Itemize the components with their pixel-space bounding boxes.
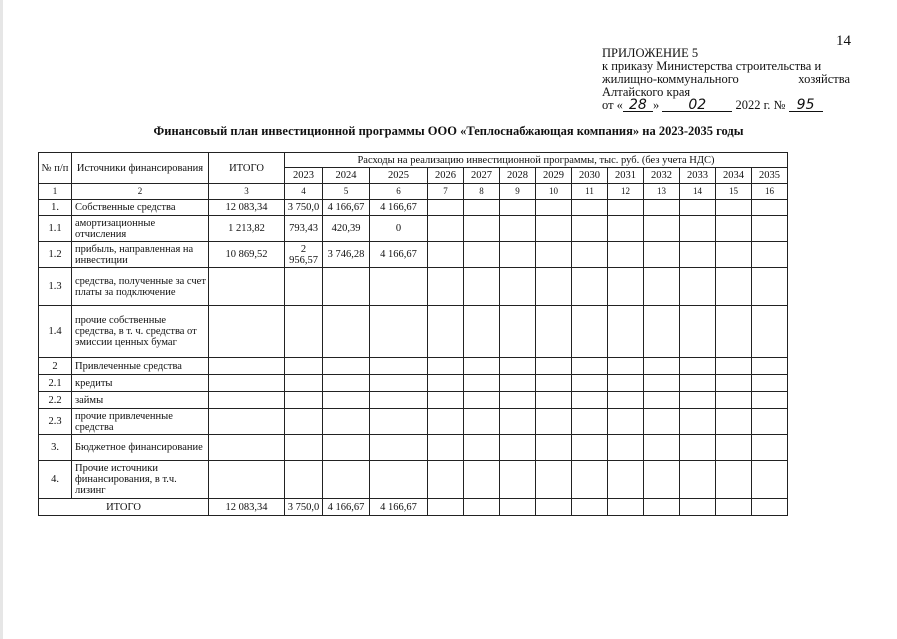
row-year-value-empty [536,242,572,268]
row-year-value-empty [572,375,608,392]
row-year-value-empty [680,216,716,242]
row-year-value-empty [572,409,608,435]
row-year-value [323,268,370,306]
total-row-year-value-empty [716,499,752,516]
row-year-value-empty [500,409,536,435]
row-year-value-empty [680,461,716,499]
row-year-value-empty [680,409,716,435]
row-year-value-empty [428,392,464,409]
row-year-value-empty [428,461,464,499]
total-row-year-value: 4 166,67 [323,499,370,516]
col-number: 12 [608,184,644,200]
year-header: 2028 [500,168,536,184]
row-year-value-empty [572,216,608,242]
row-year-value [285,268,323,306]
row-year-value-empty [716,200,752,216]
row-year-value-empty [536,435,572,461]
row-year-value-empty [500,392,536,409]
table-row [39,200,788,216]
row-total: 10 869,52 [209,242,285,268]
row-year-value [285,461,323,499]
table-row [39,268,788,306]
row-year-value-empty [644,409,680,435]
col-number: 3 [209,184,285,200]
row-year-value-empty [500,268,536,306]
year-header: 2032 [644,168,680,184]
row-year-value-empty [752,392,788,409]
row-year-value-empty [536,461,572,499]
total-row-year-value-empty [464,499,500,516]
row-number: 3. [39,435,72,461]
row-year-value: 420,39 [323,216,370,242]
total-row-year-value-empty [680,499,716,516]
table-row [39,216,788,242]
row-year-value-empty [716,461,752,499]
row-year-value-empty [500,216,536,242]
row-source-name: средства, полученные за счет платы за подключение [72,268,209,306]
row-year-value-empty [536,216,572,242]
row-year-value-empty [428,435,464,461]
row-source-name: прочие привлеченные средства [72,409,209,435]
row-year-value-empty [536,200,572,216]
row-year-value-empty [716,306,752,358]
row-year-value-empty [608,306,644,358]
row-year-value-empty [644,242,680,268]
col-number: 15 [716,184,752,200]
year-header: 2034 [716,168,752,184]
table-row [39,435,788,461]
row-year-value-empty [536,306,572,358]
row-year-value-empty [572,268,608,306]
row-year-value [323,392,370,409]
row-source-name: займы [72,392,209,409]
row-year-value [285,409,323,435]
row-year-value-empty [464,216,500,242]
date-quote-close: » [652,98,660,112]
document-title: Финансовый план инвестиционной программы ООО «Теплоснабжающая компания» на 2023-2035 годы [153,124,744,138]
row-year-value: 793,43 [285,216,323,242]
row-number: 1.4 [39,306,72,358]
row-year-value-empty [752,409,788,435]
row-year-value-empty [644,392,680,409]
row-source-name: Прочие источники финансирования, в т.ч. лизинг [72,461,209,499]
row-number: 1.2 [39,242,72,268]
row-year-value-empty [572,392,608,409]
row-year-value-empty [572,306,608,358]
row-total [209,306,285,358]
row-number: 4. [39,461,72,499]
row-year-value [370,392,428,409]
row-year-value-empty [680,200,716,216]
row-year-value-empty [428,409,464,435]
col-number: 13 [644,184,680,200]
row-year-value-empty [428,375,464,392]
col-number: 4 [285,184,323,200]
total-row [39,499,788,516]
row-year-value-empty [464,435,500,461]
row-year-value-empty [752,435,788,461]
row-year-value [285,392,323,409]
row-year-value: 4 166,67 [370,200,428,216]
row-year-value-empty [716,375,752,392]
row-year-value-empty [572,358,608,375]
row-year-value-empty [536,268,572,306]
col-number: 7 [428,184,464,200]
table-row [39,242,788,268]
row-number: 1. [39,200,72,216]
row-year-value-empty [680,435,716,461]
row-year-value-empty [536,409,572,435]
row-year-value-empty [680,358,716,375]
row-source-name: кредиты [72,375,209,392]
year-header: 2025 [370,168,428,184]
appendix-date-line [602,99,850,112]
row-year-value [323,461,370,499]
row-source-name: Привлеченные средства [72,358,209,375]
appendix-line-ministry-left: жилищно-коммунального [602,72,739,86]
row-year-value-empty [752,306,788,358]
row-year-value: 3 750,0 [285,200,323,216]
year-header: 2029 [536,168,572,184]
row-year-value-empty [644,461,680,499]
year-header: 2026 [428,168,464,184]
appendix-line-region: Алтайского края [602,85,691,99]
row-year-value [285,375,323,392]
row-year-value-empty [644,306,680,358]
financial-plan-table [38,152,788,516]
row-year-value-empty [752,268,788,306]
row-year-value-empty [572,461,608,499]
col-number: 11 [572,184,608,200]
total-row-label: ИТОГО [39,499,209,516]
col-number: 6 [370,184,428,200]
row-year-value-empty [464,461,500,499]
row-source-name: Собственные средства [72,200,209,216]
col-number: 5 [323,184,370,200]
row-year-value [323,306,370,358]
row-source-name: Бюджетное финансирование [72,435,209,461]
row-year-value-empty [464,392,500,409]
row-year-value [323,358,370,375]
row-year-value [370,461,428,499]
appendix-title: ПРИЛОЖЕНИЕ 5 [602,46,699,60]
row-year-value-empty [716,268,752,306]
row-number: 1.3 [39,268,72,306]
total-row-year-value-empty [428,499,464,516]
row-source-name: прибыль, направленная на инвестиции [72,242,209,268]
row-year-value [285,306,323,358]
row-year-value-empty [428,216,464,242]
table-row [39,409,788,435]
row-year-value-empty [716,242,752,268]
row-year-value-empty [608,435,644,461]
col-number: 1 [39,184,72,200]
row-year-value-empty [680,392,716,409]
appendix-line-ministry-right: хозяйства [798,72,850,86]
year-header: 2030 [572,168,608,184]
row-year-value-empty [572,242,608,268]
total-row-year-value-empty [752,499,788,516]
row-total [209,358,285,375]
row-year-value-empty [752,375,788,392]
total-row-year-value-empty [536,499,572,516]
row-total [209,435,285,461]
row-year-value-empty [608,268,644,306]
row-year-value-empty [464,242,500,268]
handwritten-day: 28 [623,99,653,112]
row-year-value-empty [680,268,716,306]
table-row [39,375,788,392]
table-row [39,358,788,375]
table-row [39,306,788,358]
date-year-text: 2022 г. № [735,98,786,112]
row-year-value-empty [500,375,536,392]
row-year-value-empty [608,392,644,409]
row-year-value-empty [500,200,536,216]
header-num: № п/п [39,153,72,184]
row-year-value-empty [536,375,572,392]
year-header: 2035 [752,168,788,184]
row-total [209,392,285,409]
row-number: 2.1 [39,375,72,392]
row-year-value-empty [464,375,500,392]
appendix-line-order: к приказу Министерства строительства и [602,59,822,73]
row-year-value [323,409,370,435]
row-total [209,461,285,499]
row-year-value-empty [608,409,644,435]
row-year-value-empty [464,358,500,375]
row-year-value-empty [752,461,788,499]
total-row-year-value-empty [500,499,536,516]
row-total [209,375,285,392]
col-number: 10 [536,184,572,200]
appendix-header [602,47,850,112]
row-total: 1 213,82 [209,216,285,242]
year-header: 2024 [323,168,370,184]
total-row-year-value-empty [572,499,608,516]
row-number: 2.2 [39,392,72,409]
handwritten-order-number: 95 [789,99,823,112]
row-year-value [370,268,428,306]
row-year-value-empty [716,409,752,435]
row-year-value [370,375,428,392]
row-year-value-empty [536,358,572,375]
row-year-value [370,409,428,435]
row-year-value-empty [572,435,608,461]
row-year-value-empty [644,375,680,392]
row-year-value-empty [428,358,464,375]
row-year-value: 4 166,67 [323,200,370,216]
header-source: Источники финансирования [72,153,209,184]
row-source-name: амортизационные отчисления [72,216,209,242]
page-number: 14 [836,33,851,49]
row-year-value-empty [608,200,644,216]
row-number: 2 [39,358,72,375]
row-year-value [285,435,323,461]
header-row-1 [39,153,788,168]
date-prefix: от « [602,98,623,112]
header-expenses: Расходы на реализацию инвестиционной программы, тыс. руб. (без учета НДС) [285,153,788,168]
row-year-value-empty [464,200,500,216]
table-row [39,461,788,499]
row-total [209,409,285,435]
table-row [39,392,788,409]
row-year-value-empty [500,306,536,358]
row-year-value-empty [500,461,536,499]
row-year-value-empty [464,306,500,358]
col-number: 16 [752,184,788,200]
year-header: 2031 [608,168,644,184]
row-year-value-empty [644,268,680,306]
column-numbers-row [39,184,788,200]
total-row-year-value-empty [644,499,680,516]
row-year-value-empty [680,306,716,358]
row-year-value-empty [428,268,464,306]
row-number: 1.1 [39,216,72,242]
row-year-value [285,358,323,375]
row-year-value-empty [572,200,608,216]
row-year-value-empty [428,306,464,358]
header-total: ИТОГО [209,153,285,184]
row-year-value: 3 746,28 [323,242,370,268]
col-number: 8 [464,184,500,200]
row-year-value-empty [752,242,788,268]
row-year-value-empty [680,242,716,268]
col-number: 14 [680,184,716,200]
row-year-value-empty [500,358,536,375]
row-year-value-empty [716,216,752,242]
col-number: 2 [72,184,209,200]
row-year-value: 2 956,57 [285,242,323,268]
row-year-value-empty [716,392,752,409]
row-year-value [370,435,428,461]
row-year-value-empty [464,409,500,435]
row-year-value: 4 166,67 [370,242,428,268]
table-body [39,200,788,516]
row-year-value-empty [644,435,680,461]
row-year-value-empty [428,200,464,216]
row-year-value-empty [752,216,788,242]
row-total [209,268,285,306]
row-year-value-empty [500,435,536,461]
row-year-value-empty [680,375,716,392]
total-row-year-value: 4 166,67 [370,499,428,516]
col-number: 9 [500,184,536,200]
row-year-value-empty [644,200,680,216]
year-header: 2033 [680,168,716,184]
year-header: 2027 [464,168,500,184]
row-year-value [323,435,370,461]
row-year-value [370,306,428,358]
row-year-value-empty [644,216,680,242]
row-year-value-empty [608,358,644,375]
row-year-value [370,358,428,375]
row-year-value-empty [464,268,500,306]
row-year-value [323,375,370,392]
row-year-value-empty [428,242,464,268]
row-year-value-empty [716,358,752,375]
row-year-value-empty [752,200,788,216]
row-year-value-empty [608,242,644,268]
row-year-value-empty [608,375,644,392]
scan-edge [0,0,3,639]
row-year-value-empty [608,216,644,242]
row-year-value: 0 [370,216,428,242]
row-year-value-empty [752,358,788,375]
total-row-year-value-empty [608,499,644,516]
row-year-value-empty [536,392,572,409]
total-row-year-value: 3 750,0 [285,499,323,516]
year-header: 2023 [285,168,323,184]
total-row-total: 12 083,34 [209,499,285,516]
row-total: 12 083,34 [209,200,285,216]
handwritten-month: 02 [662,99,732,112]
row-number: 2.3 [39,409,72,435]
row-source-name: прочие собственные средства, в т. ч. средства от эмиссии ценных бумаг [72,306,209,358]
row-year-value-empty [500,242,536,268]
row-year-value-empty [608,461,644,499]
row-year-value-empty [644,358,680,375]
row-year-value-empty [716,435,752,461]
